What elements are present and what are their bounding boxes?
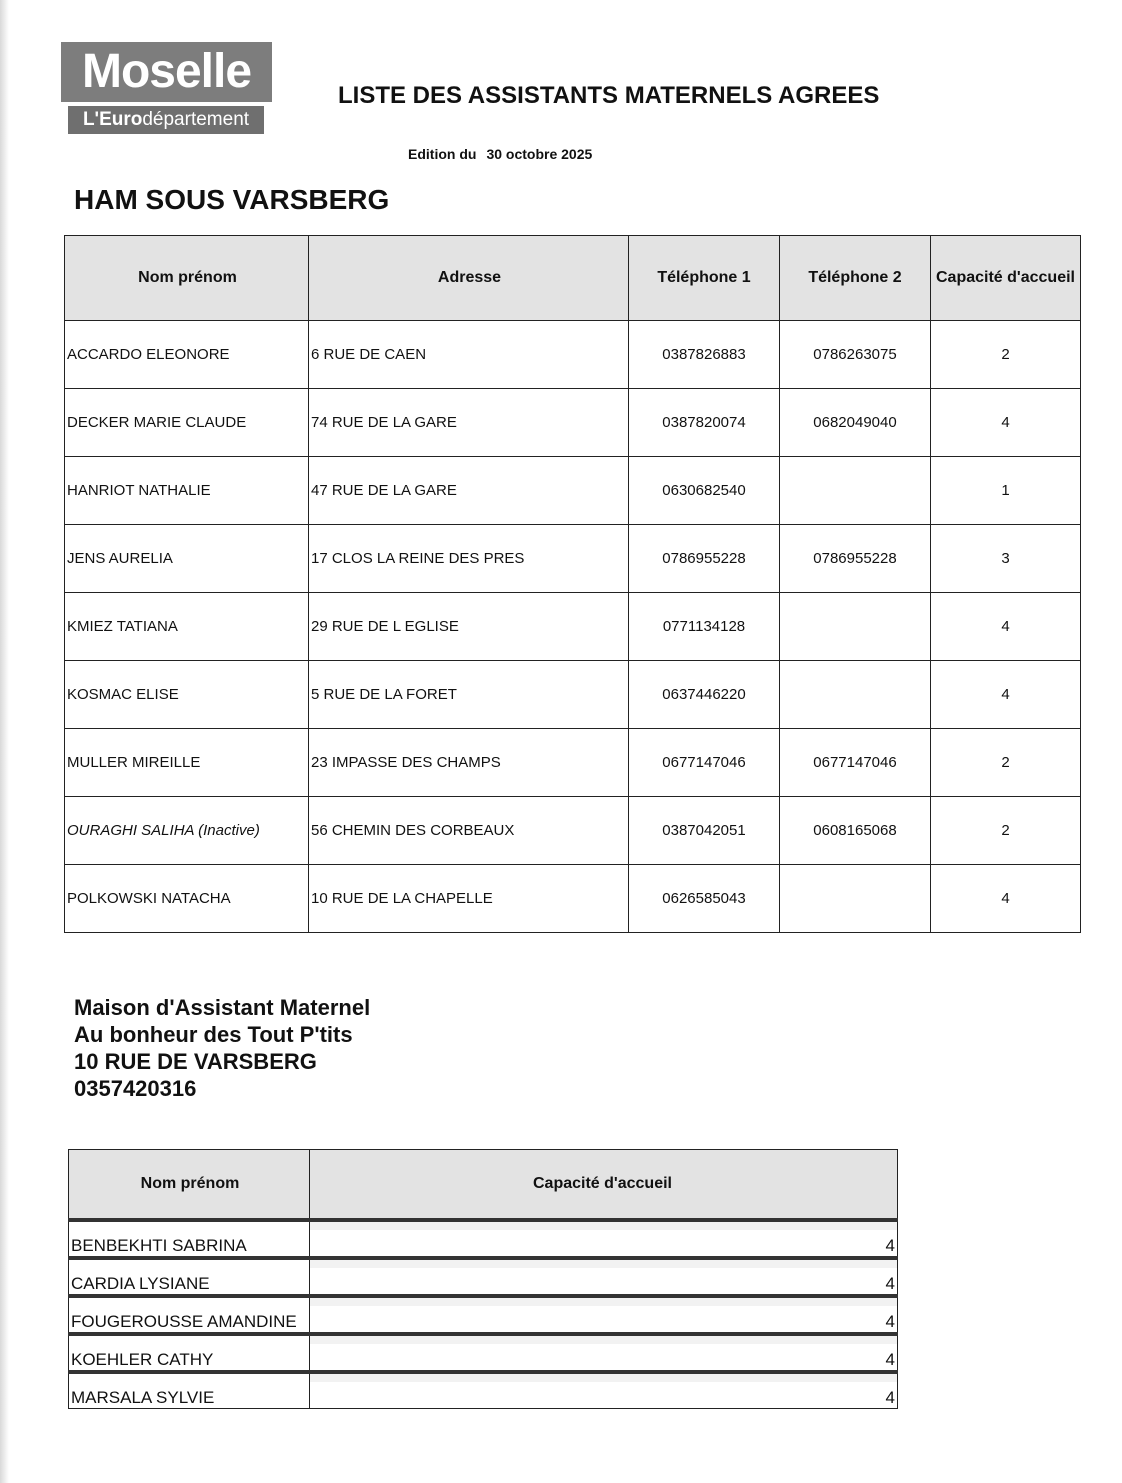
header-name: Nom prénom [69, 1150, 310, 1221]
table-row [69, 1258, 898, 1296]
table-row [65, 321, 1081, 389]
moselle-logo [61, 42, 272, 136]
table-row [69, 1372, 898, 1409]
assistants-table [64, 235, 1081, 933]
table-row [65, 865, 1081, 933]
table-row [65, 661, 1081, 729]
cell-phone1: 0786955228 [629, 525, 780, 593]
cell-capacity: 2 [931, 797, 1081, 865]
cell-phone1: 0677147046 [629, 729, 780, 797]
cell-name: ACCARDO ELEONORE [65, 321, 309, 389]
mam-address: 10 RUE DE VARSBERG [74, 1049, 317, 1074]
table-row [65, 525, 1081, 593]
cell-name: DECKER MARIE CLAUDE [65, 389, 309, 457]
cell-capacity: 4 [931, 865, 1081, 933]
cell-phone2: 0786955228 [780, 525, 931, 593]
cell-capacity: 4 [310, 1220, 898, 1258]
cell-address: 17 CLOS LA REINE DES PRES [309, 525, 629, 593]
cell-phone1: 0637446220 [629, 661, 780, 729]
edition-value: 30 octobre 2025 [486, 146, 593, 162]
table-row [69, 1296, 898, 1334]
cell-name: FOUGEROUSSE AMANDINE [69, 1296, 310, 1334]
table-row [69, 1220, 898, 1258]
edition-date [408, 146, 592, 162]
table-row [69, 1334, 898, 1372]
cell-phone2: 0682049040 [780, 389, 931, 457]
cell-phone2: 0677147046 [780, 729, 931, 797]
cell-phone2 [780, 661, 931, 729]
cell-address: 56 CHEMIN DES CORBEAUX [309, 797, 629, 865]
cell-address: 29 RUE DE L EGLISE [309, 593, 629, 661]
header-capacity: Capacité d'accueil [310, 1150, 898, 1221]
table-row [65, 457, 1081, 525]
cell-phone2: 0608165068 [780, 797, 931, 865]
table-row [65, 389, 1081, 457]
mam-heading: Maison d'Assistant Maternel [74, 995, 371, 1020]
cell-capacity: 4 [931, 389, 1081, 457]
table-row [65, 729, 1081, 797]
cell-address: 74 RUE DE LA GARE [309, 389, 629, 457]
cell-name: JENS AURELIA [65, 525, 309, 593]
cell-phone1: 0630682540 [629, 457, 780, 525]
cell-name: KMIEZ TATIANA [65, 593, 309, 661]
cell-phone2 [780, 865, 931, 933]
cell-phone1: 0387826883 [629, 321, 780, 389]
cell-address: 23 IMPASSE DES CHAMPS [309, 729, 629, 797]
header-phone2: Téléphone 2 [780, 236, 931, 321]
cell-name: CARDIA LYSIANE [69, 1258, 310, 1296]
cell-name: MULLER MIREILLE [65, 729, 309, 797]
cell-name: BENBEKHTI SABRINA [69, 1220, 310, 1258]
cell-name: KOEHLER CATHY [69, 1334, 310, 1372]
cell-capacity: 4 [310, 1296, 898, 1334]
cell-name: HANRIOT NATHALIE [65, 457, 309, 525]
logo-subtitle: L'Eurodépartement [68, 106, 264, 134]
cell-capacity: 3 [931, 525, 1081, 593]
cell-capacity: 1 [931, 457, 1081, 525]
cell-capacity: 4 [310, 1334, 898, 1372]
page-edge-shadow [0, 0, 9, 1483]
mam-info-block [74, 994, 370, 1102]
cell-address: 47 RUE DE LA GARE [309, 457, 629, 525]
cell-address: 10 RUE DE LA CHAPELLE [309, 865, 629, 933]
mam-assistants-table [68, 1149, 898, 1409]
document-title: LISTE DES ASSISTANTS MATERNELS AGREES [338, 82, 880, 109]
cell-capacity: 4 [931, 593, 1081, 661]
cell-name: POLKOWSKI NATACHA [65, 865, 309, 933]
header-phone1: Téléphone 1 [629, 236, 780, 321]
cell-phone2: 0786263075 [780, 321, 931, 389]
table-row [65, 593, 1081, 661]
cell-phone2 [780, 457, 931, 525]
header-capacity: Capacité d'accueil [931, 236, 1081, 321]
edition-label: Edition du [408, 146, 477, 162]
cell-capacity: 2 [931, 729, 1081, 797]
cell-address: 5 RUE DE LA FORET [309, 661, 629, 729]
cell-name: MARSALA SYLVIE [69, 1372, 310, 1409]
cell-phone1: 0771134128 [629, 593, 780, 661]
commune-name: HAM SOUS VARSBERG [74, 184, 390, 215]
table-header-row [65, 236, 1081, 321]
logo-main-text: Moselle [61, 42, 272, 102]
cell-capacity: 4 [931, 661, 1081, 729]
cell-address: 6 RUE DE CAEN [309, 321, 629, 389]
mam-name: Au bonheur des Tout P'tits [74, 1022, 353, 1047]
cell-capacity: 4 [310, 1258, 898, 1296]
header-name: Nom prénom [65, 236, 309, 321]
cell-phone1: 0387042051 [629, 797, 780, 865]
cell-phone1: 0387820074 [629, 389, 780, 457]
table-row [65, 797, 1081, 865]
cell-name: KOSMAC ELISE [65, 661, 309, 729]
cell-phone2 [780, 593, 931, 661]
header-address: Adresse [309, 236, 629, 321]
cell-name: OURAGHI SALIHA (Inactive) [65, 797, 309, 865]
table-header-row [69, 1150, 898, 1221]
cell-capacity: 2 [931, 321, 1081, 389]
mam-phone: 0357420316 [74, 1076, 197, 1101]
cell-phone1: 0626585043 [629, 865, 780, 933]
cell-capacity: 4 [310, 1372, 898, 1409]
